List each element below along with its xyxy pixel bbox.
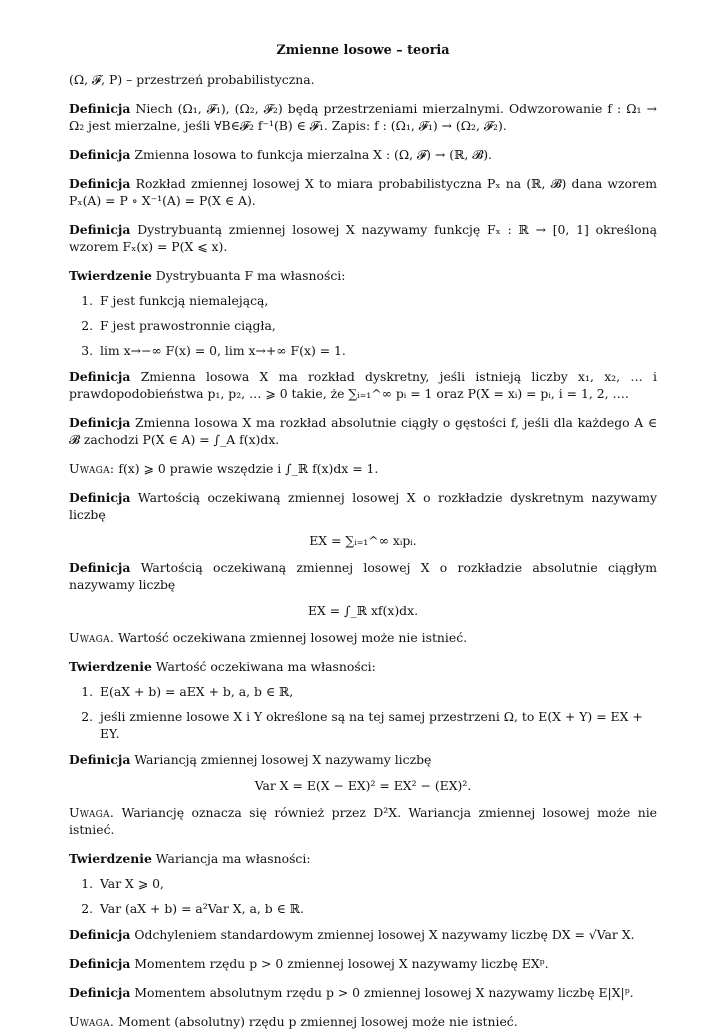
block-lead: Definicja <box>69 560 131 575</box>
block-lead: Definicja <box>69 985 131 1000</box>
block-text: Odchyleniem standardowym zmiennej losowej X nazywamy liczbę DX = √Var X. <box>134 927 635 942</box>
block-def-abs-moment <box>69 984 657 1001</box>
property-item: 2. jeśli zmienne losowe X i Y określone są na tej samej przestrzeni Ω, to E(X + Y) = EX + EY. <box>97 708 657 742</box>
block-lead: Twierdzenie <box>69 659 152 674</box>
block-lead: Definicja <box>69 752 131 767</box>
block-text: Moment (absolutny) rzędu p zmiennej losowej może nie istnieć. <box>118 1014 518 1029</box>
block-thm-expectation <box>69 658 657 675</box>
block-lead: Definicja <box>69 222 131 237</box>
block-text: Zmienna losowa X ma rozkład dyskretny, jeśli istnieją liczby x₁, x₂, … i prawdopodobieństwa p₁, p₂, … ⩾ 0 takie, że ∑ᵢ₌₁^∞ pᵢ = 1 oraz P(X = xᵢ) = pᵢ, i = 1, 2, …. <box>69 369 657 401</box>
block-def-measurable <box>69 100 657 134</box>
property-list <box>69 875 657 917</box>
property-item: 2. Var (aX + b) = a²Var X, a, b ∈ ℝ. <box>97 900 657 917</box>
block-thm-cdf <box>69 267 657 284</box>
display-formula: Var X = E(X − EX)² = EX² − (EX)². <box>254 778 472 793</box>
property-item: 1. E(aX + b) = aEX + b, a, b ∈ ℝ, <box>97 683 657 700</box>
property-list <box>69 683 657 742</box>
block-thm-variance <box>69 850 657 867</box>
block-lead: Definicja <box>69 147 131 162</box>
block-text: Rozkład zmiennej losowej X to miara probabilistyczna Pₓ na (ℝ, 𝓑) dana wzorem Pₓ(A) = P ∘ X⁻¹(A) = P(X ∈ A). <box>69 176 657 208</box>
block-lead: Definicja <box>69 369 131 384</box>
block-text: Wartość oczekiwana zmiennej losowej może nie istnieć. <box>118 630 468 645</box>
block-lead: Definicja <box>69 490 131 505</box>
block-text: Dystrybuanta F ma własności: <box>155 268 346 283</box>
block-lead: Uwaga. <box>69 805 115 820</box>
block-lead: Definicja <box>69 927 131 942</box>
block-lead: Uwaga: <box>69 461 115 476</box>
block-text: Momentem rzędu p > 0 zmiennej losowej X nazywamy liczbę EXᵖ. <box>134 956 549 971</box>
block-lead: Definicja <box>69 176 131 191</box>
block-def-discrete <box>69 368 657 402</box>
block-text: f(x) ⩾ 0 prawie wszędzie i ∫_ℝ f(x)dx = 1. <box>118 461 379 476</box>
block-text: Zmienna losowa X ma rozkład absolutnie ciągły o gęstości f, jeśli dla każdego A ∈ 𝓑 zachodzi P(X ∈ A) = ∫_A f(x)dx. <box>69 415 657 447</box>
block-intro <box>69 71 657 88</box>
block-def-variance <box>69 751 657 768</box>
property-item: 3. lim x→−∞ F(x) = 0, lim x→+∞ F(x) = 1. <box>97 342 657 359</box>
property-item: 1. F jest funkcją niemalejącą, <box>97 292 657 309</box>
block-lead: Definicja <box>69 101 131 116</box>
block-text: Niech (Ω₁, 𝓕₁), (Ω₂, 𝓕₂) będą przestrzeniami mierzalnymi. Odwzorowanie f : Ω₁ → Ω₂ jest mierzalne, jeśli ∀B∈𝓕₂ f⁻¹(B) ∈ 𝓕₁. Zapis: f : (Ω₁, 𝓕₁) → (Ω₂, 𝓕₂). <box>69 101 657 133</box>
block-def-random-variable <box>69 146 657 163</box>
block-text: Wartością oczekiwaną zmiennej losowej X o rozkładzie absolutnie ciągłym nazywamy liczbę <box>69 560 657 592</box>
display-formula: EX = ∫_ℝ xf(x)dx. <box>307 603 419 618</box>
block-lead: Uwaga. <box>69 1014 115 1029</box>
block-def-expectation-discrete <box>69 489 657 523</box>
block-def-continuous <box>69 414 657 448</box>
block-def-moment <box>69 955 657 972</box>
block-lead: Twierdzenie <box>69 268 152 283</box>
block-def-cdf <box>69 221 657 255</box>
property-list <box>69 292 657 359</box>
block-text: Wariancja ma własności: <box>155 851 311 866</box>
block-lead: Definicja <box>69 956 131 971</box>
property-item: 1. Var X ⩾ 0, <box>97 875 657 892</box>
block-text: Wartością oczekiwaną zmiennej losowej X o rozkładzie dyskretnym nazywamy liczbę <box>69 490 657 522</box>
block-note-density <box>69 460 657 477</box>
block-note-variance <box>69 804 657 838</box>
block-text: Wartość oczekiwana ma własności: <box>155 659 376 674</box>
block-text: Dystrybuantą zmiennej losowej X nazywamy funkcję Fₓ : ℝ → [0, 1] określoną wzorem Fₓ(x) = P(X ⩽ x). <box>69 222 657 254</box>
block-def-std <box>69 926 657 943</box>
document-body <box>69 71 657 1030</box>
block-text: (Ω, 𝓕, P) – przestrzeń probabilistyczna. <box>69 72 315 87</box>
block-text: Wariancją zmiennej losowej X nazywamy liczbę <box>134 752 432 767</box>
block-text: Wariancję oznacza się również przez D²X. Wariancja zmiennej losowej może nie istnieć. <box>69 805 657 837</box>
property-item: 2. F jest prawostronnie ciągła, <box>97 317 657 334</box>
block-note-expectation <box>69 629 657 646</box>
block-def-distribution <box>69 175 657 209</box>
block-note-moment <box>69 1013 657 1030</box>
document-title: Zmienne losowe – teoria <box>276 43 450 58</box>
block-text: Momentem absolutnym rzędu p > 0 zmiennej losowej X nazywamy liczbę E|X|ᵖ. <box>134 985 634 1000</box>
block-text: Zmienna losowa to funkcja mierzalna X : (Ω, 𝓕) → (ℝ, 𝓑). <box>134 147 492 162</box>
display-formula: EX = ∑ᵢ₌₁^∞ xᵢpᵢ. <box>309 533 417 548</box>
block-lead: Definicja <box>69 415 131 430</box>
block-lead: Twierdzenie <box>69 851 152 866</box>
block-def-expectation-continuous <box>69 559 657 593</box>
block-lead: Uwaga. <box>69 630 115 645</box>
